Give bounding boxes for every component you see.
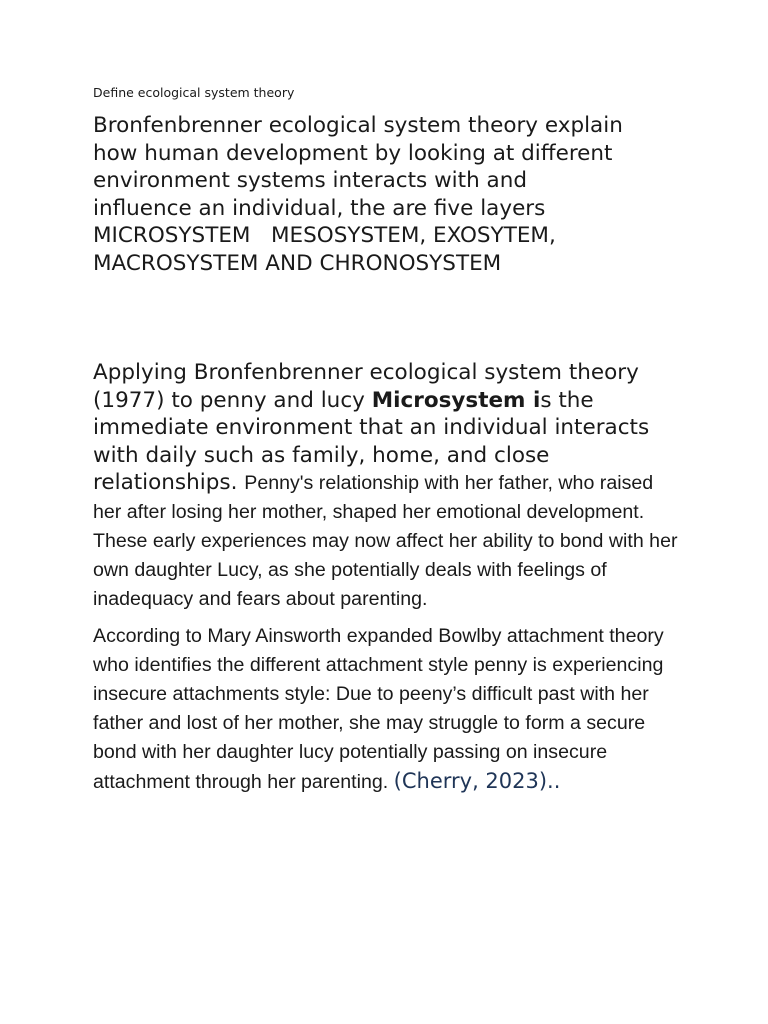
application-definition: s the immediate environment that an individual interacts with daily such as family, home, and close relationships. <box>93 387 650 495</box>
intro-paragraph <box>93 112 693 277</box>
intro-line-6: MACROSYSTEM AND CHRONOSYSTEM <box>93 250 502 276</box>
intro-line-4: influence an individual, the are five layers <box>93 195 546 221</box>
application-paragraph <box>93 359 678 614</box>
intro-line-1: Bronfenbrenner ecological system theory explain <box>93 113 623 138</box>
question-heading: Define ecological system theory <box>93 85 295 100</box>
citation: (Cherry, 2023).. <box>393 769 561 793</box>
intro-line-5a: MICROSYSTEM <box>93 223 251 248</box>
attachment-paragraph <box>93 622 683 797</box>
intro-line-5b: MESOSYSTEM, EXOSYTEM, <box>270 223 556 248</box>
attachment-body: According to Mary Ainsworth expanded Bowlby attachment theory who identifies the different attachment style penny is experiencing insecure attachments style: Due to peeny’s difficult past with her father and lost of her mother, she may struggle to form a secure bond with her daughter lucy potentially passing on insecure attachment through her parenting. <box>93 625 664 793</box>
application-lead: Applying Bronfenbrenner ecological system theory (1977) to penny and lucy <box>93 360 639 413</box>
application-body: Penny's relationship with her father, who raised her after losing her mother, shaped her emotional development. These early experiences may now affect her ability to bond with her own daughter Lucy, as she potentially deals with feelings of inadequacy and fears about parenting. <box>93 472 678 610</box>
intro-line-2: how human development by looking at different <box>93 140 613 166</box>
spacer <box>93 277 693 359</box>
document-body <box>93 84 693 797</box>
microsystem-term: Microsystem i <box>371 387 541 413</box>
intro-line-3: environment systems interacts with and <box>93 168 527 193</box>
